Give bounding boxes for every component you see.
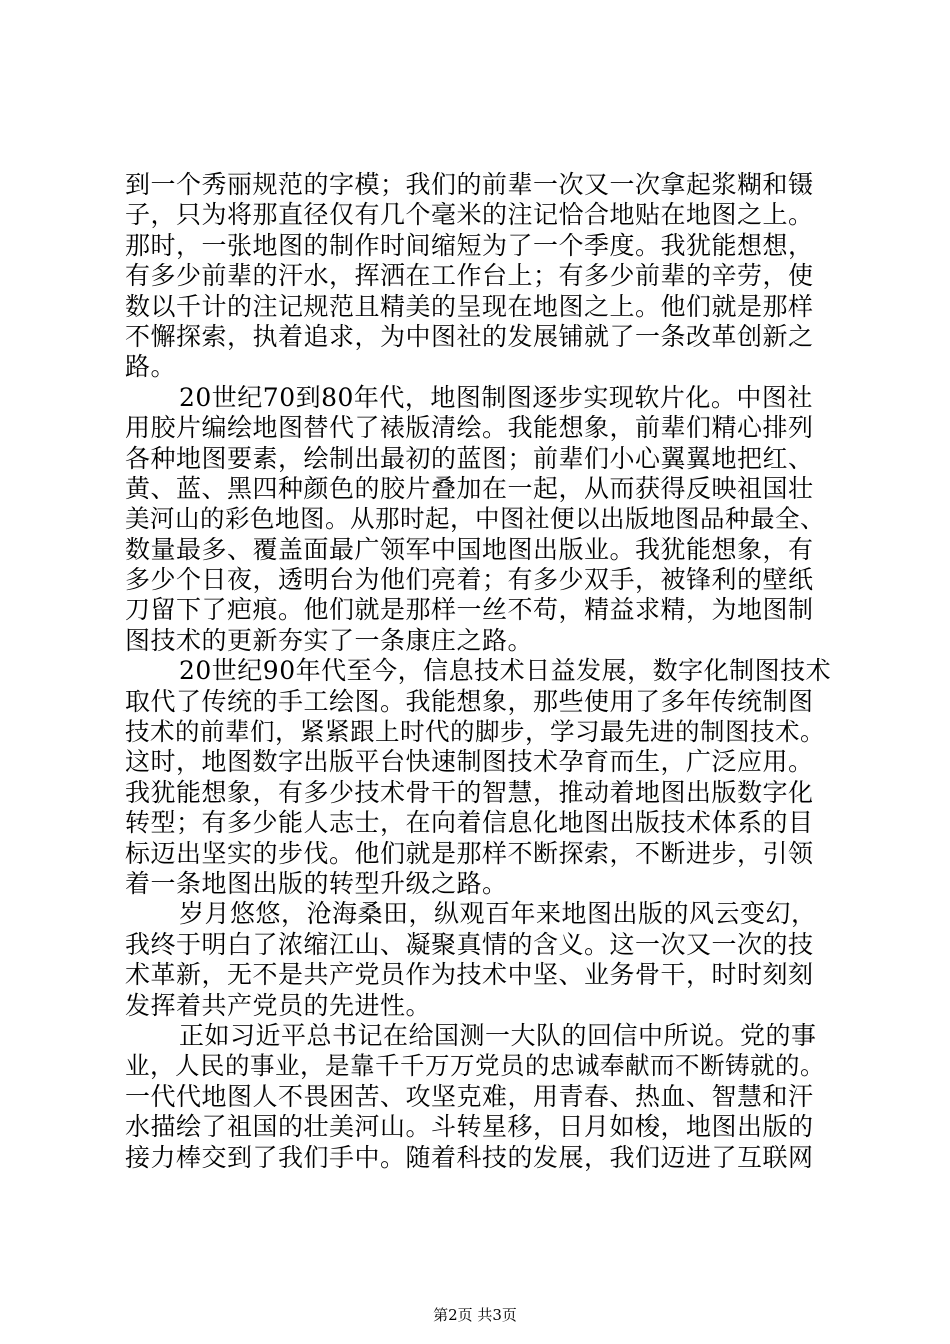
- text-line: 我犹能想象，有多少技术骨干的智慧，推动着地图出版数字化: [125, 777, 814, 807]
- text-line: 子，只为将那直径仅有几个毫米的注记恰合地贴在地图之上。: [125, 200, 814, 230]
- text-line: 图技术的更新夯实了一条康庄之路。: [125, 625, 534, 655]
- text-line: 不懈探索，执着追求，为中图社的发展铺就了一条改革创新之: [125, 321, 814, 351]
- text-line: 数以千计的注记规范且精美的呈现在地图之上。他们就是那样: [125, 291, 814, 321]
- text-line: 标迈出坚实的步伐。他们就是那样不断探索，不断进步，引领: [125, 838, 814, 868]
- text-line: 各种地图要素，绘制出最初的蓝图；前辈们小心翼翼地把红、: [125, 443, 814, 473]
- text-line: 用胶片编绘地图替代了裱版清绘。我能想象，前辈们精心排列: [125, 413, 814, 443]
- text-line: 20世纪70到80年代，地图制图逐步实现软片化。中图社: [179, 382, 813, 412]
- text-line: 数量最多、覆盖面最广领军中国地图出版业。我犹能想象，有: [125, 534, 814, 564]
- text-line: 这时，地图数字出版平台快速制图技术孕育而生，广泛应用。: [125, 747, 814, 777]
- text-line: 我终于明白了浓缩江山、凝聚真情的含义。这一次又一次的技: [125, 929, 814, 959]
- text-line: 一代代地图人不畏困苦、攻坚克难，用青春、热血、智慧和汗: [125, 1081, 814, 1111]
- text-line: 取代了传统的手工绘图。我能想象，那些使用了多年传统制图: [125, 686, 814, 716]
- text-line: 黄、蓝、黑四种颜色的胶片叠加在一起，从而获得反映祖国壮: [125, 473, 814, 503]
- text-line: 那时，一张地图的制作时间缩短为了一个季度。我犹能想想，: [125, 230, 814, 260]
- text-line: 业，人民的事业，是靠千千万万党员的忠诚奉献而不断铸就的。: [125, 1051, 825, 1081]
- text-line: 技术的前辈们，紧紧跟上时代的脚步，学习最先进的制图技术。: [125, 717, 825, 747]
- text-line: 美河山的彩色地图。从那时起，中图社便以出版地图品种最全、: [125, 504, 825, 534]
- page-footer: 第2页 共3页: [433, 1306, 517, 1324]
- text-line: 正如习近平总书记在给国测一大队的回信中所说。党的事: [179, 1020, 817, 1050]
- text-line: 接力棒交到了我们手中。随着科技的发展，我们迈进了互联网: [125, 1142, 814, 1172]
- text-line: 刀留下了疤痕。他们就是那样一丝不苟，精益求精，为地图制: [125, 595, 814, 625]
- text-line: 水描绘了祖国的壮美河山。斗转星移，日月如梭，地图出版的: [125, 1112, 814, 1142]
- text-line: 岁月悠悠，沧海桑田，纵观百年来地图出版的风云变幻，: [179, 899, 817, 929]
- text-line: 着一条地图出版的转型升级之路。: [125, 868, 508, 898]
- text-line: 路。: [125, 352, 177, 382]
- text-line: 20世纪90年代至今，信息技术日益发展，数字化制图技术: [179, 656, 832, 686]
- document-body: [125, 170, 835, 1173]
- text-line: 发挥着共产党员的先进性。: [125, 990, 432, 1020]
- text-line: 多少个日夜，透明台为他们亮着；有多少双手，被锋利的壁纸: [125, 565, 814, 595]
- text-line: 转型；有多少能人志士，在向着信息化地图出版技术体系的目: [125, 808, 814, 838]
- text-line: 有多少前辈的汗水，挥洒在工作台上；有多少前辈的辛劳，使: [125, 261, 814, 291]
- text-line: 术革新，无不是共产党员作为技术中坚、业务骨干，时时刻刻: [125, 960, 814, 990]
- text-line: 到一个秀丽规范的字模；我们的前辈一次又一次拿起浆糊和镊: [125, 170, 814, 199]
